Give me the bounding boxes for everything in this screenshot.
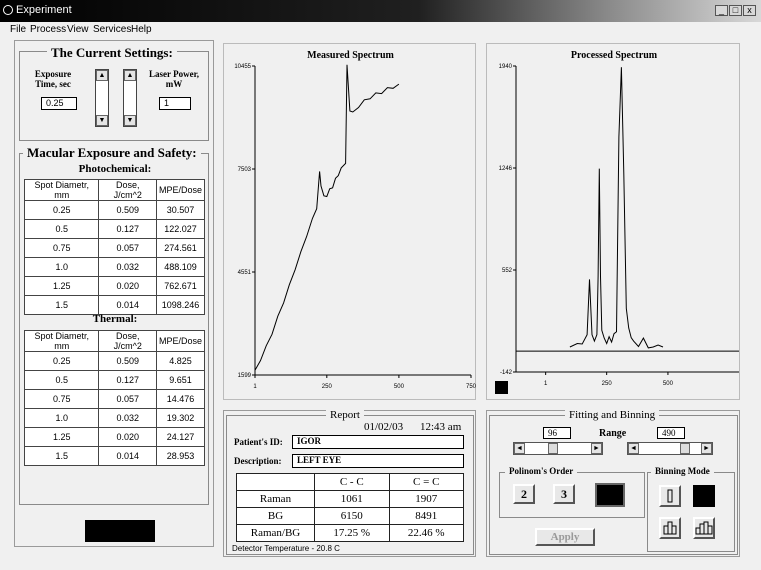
status-indicator: [85, 520, 155, 542]
exposure-up-arrow-icon[interactable]: ▲: [96, 70, 108, 81]
polinom-order-3-button[interactable]: 3: [553, 484, 575, 504]
binning-triple-button[interactable]: [659, 517, 681, 539]
menu-bar: [0, 22, 761, 38]
bin-triple-icon: [661, 519, 679, 537]
maximize-button[interactable]: □: [729, 5, 742, 16]
fitting-title: Fitting and Binning: [565, 409, 659, 421]
current-settings-group: [19, 51, 209, 141]
table-row: [25, 201, 205, 220]
exposure-down-arrow-icon[interactable]: ▼: [96, 115, 108, 126]
laser-power-label: Laser Power, mW: [149, 69, 199, 89]
table-cell: 122.027: [156, 220, 204, 239]
processed-spectrum-chart: [487, 44, 741, 401]
range-high-slider[interactable]: [627, 442, 713, 455]
processed-color-marker: [495, 381, 508, 394]
menu-process[interactable]: Process: [30, 24, 67, 35]
table-row: [25, 352, 205, 371]
table-row: [237, 508, 464, 525]
table-cell: 0.020: [99, 277, 157, 296]
table-row: [25, 390, 205, 409]
x-tick-label: 1: [253, 384, 257, 390]
table-cell: 0.014: [99, 296, 157, 315]
bin-quad-icon: [695, 519, 713, 537]
measured-spectrum-chart: [224, 44, 477, 401]
table-cell: 1.5: [25, 447, 99, 466]
binning-quad-button[interactable]: [693, 517, 715, 539]
description-input[interactable]: LEFT EYE: [292, 454, 464, 468]
table-cell: 1.25: [25, 277, 99, 296]
patient-id-input[interactable]: IGOR: [292, 435, 464, 449]
exposure-scrollbar[interactable]: [95, 69, 109, 127]
binning-single-button[interactable]: [659, 485, 681, 507]
macular-title: Macular Exposure and Safety:: [23, 145, 201, 161]
table-cell: 488.109: [156, 258, 204, 277]
range-low-slider[interactable]: [513, 442, 603, 455]
table-cell: 0.032: [99, 409, 157, 428]
y-tick-label: 1599: [237, 373, 251, 379]
range-label: Range: [599, 428, 627, 439]
table-row: [25, 277, 205, 296]
table-row: [25, 428, 205, 447]
polinom-order-title: Polinom's Order: [505, 466, 577, 476]
table-cell: 30.507: [156, 201, 204, 220]
table-cell: 0.5: [25, 371, 99, 390]
table-row: [25, 220, 205, 239]
y-tick-label: 10455: [234, 64, 251, 70]
table-cell: 0.032: [99, 258, 157, 277]
x-tick-label: 750: [465, 384, 477, 390]
table-cell: 28.953: [156, 447, 204, 466]
x-tick-label: 500: [662, 381, 673, 387]
header-dose: Dose, J/cm^2: [99, 180, 157, 201]
x-tick-label: 250: [321, 384, 332, 390]
table-cell: 19.302: [156, 409, 204, 428]
left-arrow-icon[interactable]: ◄: [514, 443, 525, 454]
processed-spectrum-title: Processed Spectrum: [570, 50, 658, 61]
menu-services[interactable]: Services: [93, 24, 132, 35]
table-row: [25, 258, 205, 277]
bin-single-icon: [661, 487, 679, 505]
thermal-title: Thermal:: [92, 313, 138, 325]
table-row: [237, 525, 464, 542]
binning-mode-group: [647, 472, 735, 552]
laser-down-arrow-icon[interactable]: ▼: [124, 115, 136, 126]
table-cell: 0.020: [99, 428, 157, 447]
table-cell: 1.5: [25, 296, 99, 315]
detector-temperature: Detector Temperature - 20.8 C: [232, 544, 340, 553]
slider-thumb[interactable]: [680, 443, 690, 454]
x-tick-label: 250: [601, 381, 612, 387]
row-label: BG: [237, 508, 315, 525]
left-panel: [14, 40, 214, 547]
table-cell: 1061: [315, 491, 390, 508]
table-row: [25, 239, 205, 258]
table-cell: 0.5: [25, 220, 99, 239]
photochemical-table: [24, 179, 205, 315]
header-c-double-c: C = C: [389, 474, 464, 491]
table-cell: 762.671: [156, 277, 204, 296]
current-settings-title: The Current Settings:: [47, 45, 177, 61]
table-cell: 0.127: [99, 371, 157, 390]
report-date: 01/02/03: [364, 421, 404, 433]
thermal-table: [24, 330, 205, 466]
header-spot-diameter: Spot Diametr, mm: [25, 331, 99, 352]
x-tick-label: 500: [393, 384, 404, 390]
header-spot-diameter: Spot Diametr, mm: [25, 180, 99, 201]
patient-id-label: Patient's ID:: [234, 437, 283, 447]
header-mpe-dose: MPE/Dose: [156, 331, 204, 352]
window-title: Experiment: [16, 4, 72, 16]
y-tick-label: 4551: [237, 270, 251, 276]
processed-series-line: [570, 67, 663, 348]
menu-view[interactable]: View: [67, 24, 89, 35]
row-label: Raman/BG: [237, 525, 315, 542]
table-row: [237, 491, 464, 508]
report-panel: [223, 410, 476, 557]
table-header-row: [25, 180, 205, 201]
table-cell: 0.509: [99, 201, 157, 220]
table-cell: 17.25 %: [315, 525, 390, 542]
y-tick-label: 7503: [237, 167, 251, 173]
table-cell: 0.127: [99, 220, 157, 239]
table-cell: 274.561: [156, 239, 204, 258]
table-cell: 0.057: [99, 390, 157, 409]
table-row: [25, 447, 205, 466]
report-title: Report: [326, 409, 364, 421]
range-high-input[interactable]: 490: [657, 427, 685, 439]
apply-button[interactable]: Apply: [535, 528, 595, 546]
table-cell: 1098.246: [156, 296, 204, 315]
table-cell: 0.25: [25, 352, 99, 371]
table-cell: 9.651: [156, 371, 204, 390]
table-cell: 4.825: [156, 352, 204, 371]
table-header-row: [25, 331, 205, 352]
exposure-label: Exposure Time, sec: [34, 69, 72, 89]
table-row: [25, 409, 205, 428]
minimize-button[interactable]: _: [715, 5, 728, 16]
table-row: [25, 296, 205, 315]
slider-thumb[interactable]: [548, 443, 558, 454]
table-cell: 1907: [389, 491, 464, 508]
table-cell: 22.46 %: [389, 525, 464, 542]
table-cell: 0.25: [25, 201, 99, 220]
measured-spectrum-title: Measured Spectrum: [307, 50, 394, 61]
fitting-panel: [486, 410, 740, 557]
table-cell: 1.0: [25, 409, 99, 428]
measured-series-line: [255, 65, 399, 370]
binning-mode-title: Binning Mode: [651, 466, 714, 476]
y-tick-label: 1940: [498, 64, 512, 70]
photochemical-title: Photochemical:: [78, 163, 152, 175]
table-cell: 1.25: [25, 428, 99, 447]
table-cell: 0.75: [25, 239, 99, 258]
polinom-order-2-button[interactable]: 2: [513, 484, 535, 504]
binning-selected-indicator[interactable]: [693, 485, 715, 507]
y-tick-label: 1246: [498, 166, 512, 172]
menu-help[interactable]: Help: [131, 24, 152, 35]
report-table: [236, 473, 464, 542]
table-row: [25, 371, 205, 390]
table-cell: 24.127: [156, 428, 204, 447]
table-cell: 0.057: [99, 239, 157, 258]
left-arrow-icon[interactable]: ◄: [628, 443, 639, 454]
header-mpe-dose: MPE/Dose: [156, 180, 204, 201]
right-arrow-icon[interactable]: ►: [701, 443, 712, 454]
x-tick-label: 1: [543, 381, 548, 387]
polinom-selected-indicator[interactable]: [595, 483, 625, 507]
close-button[interactable]: x: [743, 5, 756, 16]
header-dose: Dose, J/cm^2: [99, 331, 157, 352]
y-tick-label: 552: [501, 268, 512, 274]
right-arrow-icon[interactable]: ►: [591, 443, 602, 454]
table-cell: 6150: [315, 508, 390, 525]
header-c-c: C - C: [315, 474, 390, 491]
table-cell: 1.0: [25, 258, 99, 277]
table-cell: 0.75: [25, 390, 99, 409]
range-low-input[interactable]: 96: [543, 427, 571, 439]
report-corner-cell: [237, 474, 315, 491]
processed-spectrum-panel: [486, 43, 740, 400]
menu-file[interactable]: File: [10, 24, 27, 35]
row-label: Raman: [237, 491, 315, 508]
measured-spectrum-panel: [223, 43, 476, 400]
report-time: 12:43 am: [420, 421, 462, 433]
description-label: Description:: [234, 456, 282, 466]
table-cell: 0.509: [99, 352, 157, 371]
laser-power-input[interactable]: 1: [159, 97, 191, 110]
table-cell: 8491: [389, 508, 464, 525]
laser-up-arrow-icon[interactable]: ▲: [124, 70, 136, 81]
exposure-time-input[interactable]: 0.25: [41, 97, 77, 110]
app-icon: [3, 5, 13, 15]
window-title-bar: [0, 0, 761, 22]
table-cell: 0.014: [99, 447, 157, 466]
y-tick-label: -142: [499, 370, 512, 376]
laser-scrollbar[interactable]: [123, 69, 137, 127]
table-cell: 14.476: [156, 390, 204, 409]
report-header-row: [237, 474, 464, 491]
